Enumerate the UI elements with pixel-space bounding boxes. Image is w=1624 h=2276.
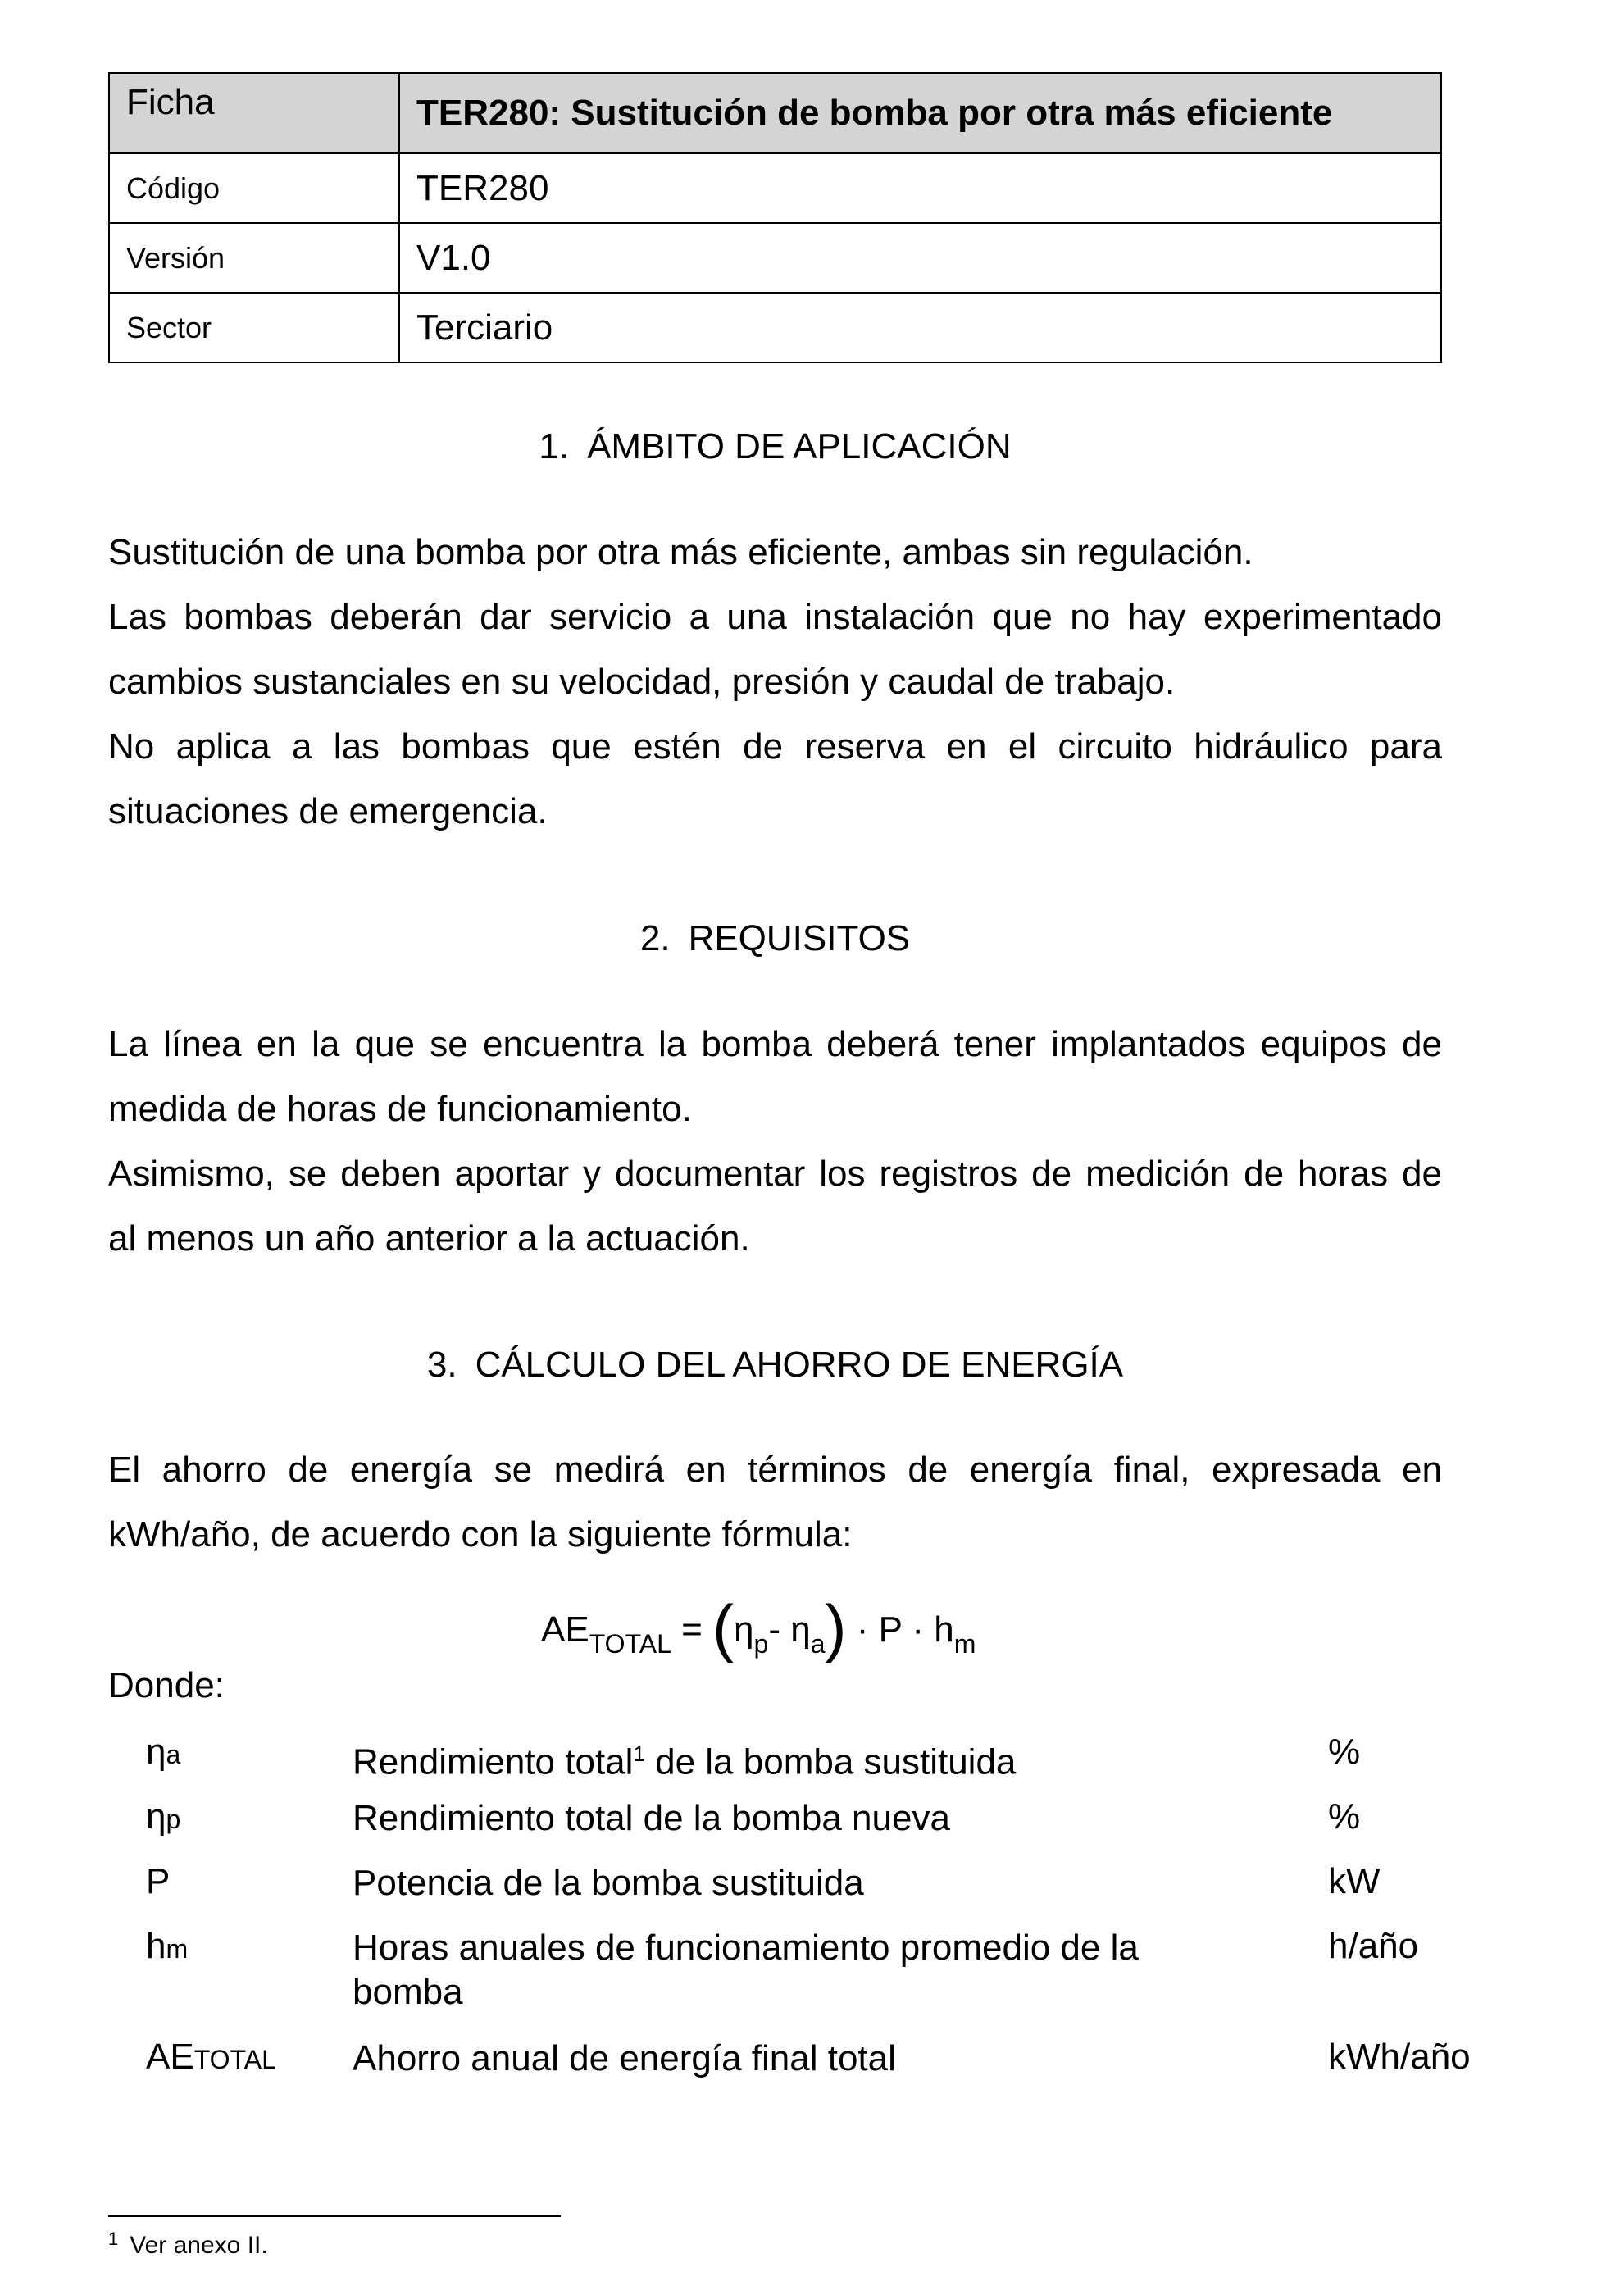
version-value: V1.0 — [399, 223, 1441, 293]
formula-rest: · P · h — [856, 1609, 954, 1650]
formula-sub-m: m — [953, 1629, 976, 1659]
variable-unit: h/año — [1328, 1926, 1419, 1966]
formula-eta-a: η — [790, 1609, 811, 1650]
paragraph-line: Sustitución de una bomba por otra más eficiente, ambas sin regulación. — [108, 532, 1253, 572]
variable-unit: % — [1328, 1732, 1361, 1772]
variable-symbol: hm — [146, 1926, 189, 1966]
open-paren: ( — [712, 1591, 735, 1664]
variable-description: Potencia de la bomba sustituida — [353, 1863, 864, 1903]
variable-unit: kWh/año — [1328, 2037, 1471, 2077]
paragraph-line: kWh/año, de acuerdo con la siguiente fórmula: — [108, 1514, 853, 1555]
footnote — [108, 2228, 268, 2260]
formula-sub-a: a — [810, 1629, 826, 1659]
formula-minus: - — [768, 1609, 780, 1650]
section-number: 2. — [639, 918, 671, 958]
codigo-value: TER280 — [399, 153, 1441, 223]
section-title: REQUISITOS — [688, 918, 911, 958]
donde-label: Donde: — [108, 1665, 225, 1705]
variable-symbol: P — [146, 1861, 171, 1901]
table-row — [109, 73, 1441, 153]
paragraph-line: situaciones de emergencia. — [108, 791, 548, 831]
section2-body — [108, 1012, 1442, 1271]
paragraph-line: La línea en la que se encuentra la bomba deberá tener implantados equipos de — [108, 1024, 1442, 1064]
section-heading-ambito — [108, 426, 1442, 467]
variable-description: Rendimiento total de la bomba nueva — [353, 1798, 950, 1838]
version-label: Versión — [109, 223, 399, 293]
section-heading-calculo — [108, 1345, 1442, 1386]
header-table — [108, 72, 1442, 363]
footnote-number: 1 — [108, 2228, 119, 2249]
formula-equals: = — [681, 1609, 703, 1650]
table-row — [109, 153, 1441, 223]
variable-unit: kW — [1328, 1861, 1381, 1901]
formula-sub-p: p — [753, 1629, 769, 1659]
energy-savings-formula — [541, 1582, 976, 1664]
table-row — [109, 223, 1441, 293]
section-heading-requisitos — [108, 918, 1442, 959]
section-number: 3. — [426, 1345, 457, 1385]
variable-description: Horas anuales de funcionamiento promedio de la bomba — [353, 1928, 1139, 2012]
section-title: ÁMBITO DE APLICACIÓN — [587, 426, 1012, 467]
sector-value: Terciario — [399, 293, 1441, 362]
ficha-label: Ficha — [109, 73, 399, 153]
formula-eta-p: η — [734, 1609, 754, 1650]
variable-description: Ahorro anual de energía final total — [353, 2038, 896, 2078]
sector-label: Sector — [109, 293, 399, 362]
formula-lhs: AE — [541, 1609, 589, 1650]
variable-symbol: AETOTAL — [146, 2037, 276, 2077]
paragraph-line: medida de horas de funcionamiento. — [108, 1089, 692, 1129]
variable-description: Rendimiento total$^1$ de la bomba sustituida — [353, 1741, 1017, 1782]
section3-body — [108, 1437, 1442, 1567]
footnote-text: Ver anexo II. — [130, 2232, 268, 2259]
ficha-title: TER280: Sustitución de bomba por otra más eficiente — [399, 73, 1441, 153]
paragraph-line: El ahorro de energía se medirá en términos de energía final, expresada en — [108, 1450, 1442, 1490]
variable-symbol: ηa — [146, 1732, 181, 1772]
formula-lhs-sub: TOTAL — [589, 1629, 671, 1659]
variable-unit: % — [1328, 1796, 1361, 1837]
footnote-separator — [108, 2215, 561, 2217]
paragraph-line: Asimismo, se deben aportar y documentar los registros de medición de horas de — [108, 1154, 1442, 1194]
section-title: CÁLCULO DEL AHORRO DE ENERGÍA — [475, 1345, 1124, 1385]
paragraph-line: cambios sustanciales en su velocidad, presión y caudal de trabajo. — [108, 662, 1176, 702]
paragraph-line: al menos un año anterior a la actuación. — [108, 1218, 750, 1259]
paragraph-line: Las bombas deberán dar servicio a una instalación que no hay experimentado — [108, 597, 1442, 637]
section-number: 1. — [539, 426, 570, 467]
variable-symbol: ηp — [146, 1796, 181, 1837]
footnote-ref: 1 — [633, 1741, 645, 1766]
table-row — [109, 293, 1441, 362]
section1-body — [108, 520, 1442, 844]
paragraph-line: No aplica a las bombas que estén de reserva en el circuito hidráulico para — [108, 726, 1442, 767]
close-paren: ) — [825, 1591, 847, 1664]
codigo-label: Código — [109, 153, 399, 223]
